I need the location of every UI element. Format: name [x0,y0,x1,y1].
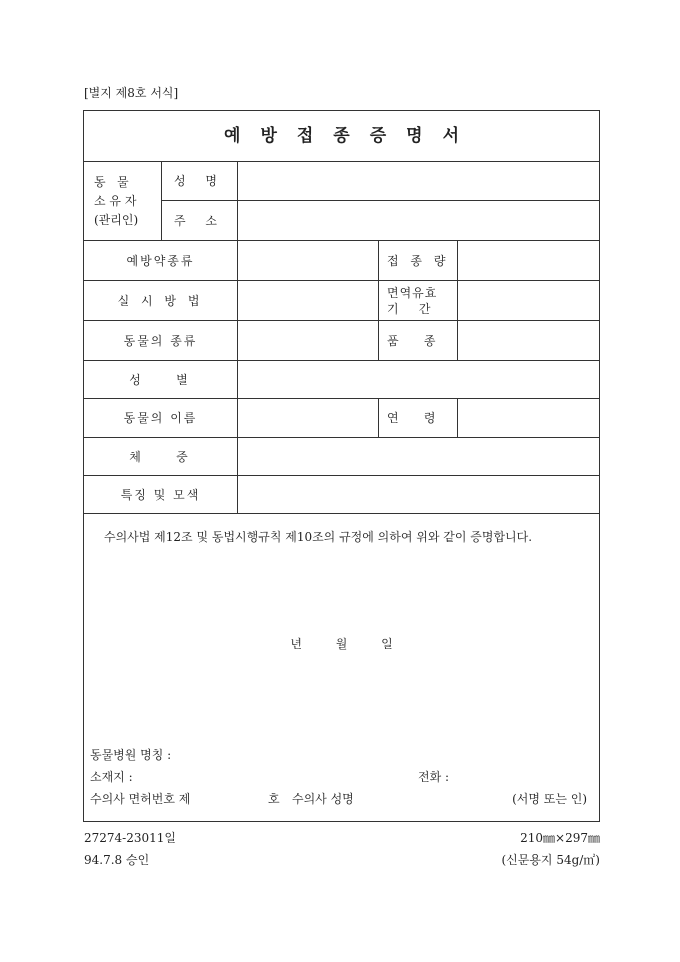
signature-label: (서명 또는 인) [512,792,588,806]
form-label: [별지 제8호 서식] [84,86,179,100]
method-label: 실 시 방 법 [84,281,238,321]
approval-date: 94.7.8 승인 [84,853,150,867]
certification-section [84,514,600,822]
weight-label: 체 중 [84,438,238,476]
age-field[interactable] [458,399,600,438]
sex-label: 성 별 [84,361,238,399]
immunity-period-label [379,281,458,321]
owner-name-field[interactable] [238,162,600,201]
form-code: 27274-23011일 [84,831,176,845]
dose-field[interactable] [458,241,600,281]
owner-heading-line3: (관리인) [94,212,139,227]
sex-field[interactable] [238,361,600,399]
animal-name-field[interactable] [238,399,379,438]
breed-field[interactable] [458,321,600,361]
immunity-label-line2: 기 간 [387,301,432,316]
breed-label: 품 종 [379,321,458,361]
phone-label: 전화 : [418,770,450,784]
date-line: 년 월 일 [290,637,393,651]
owner-name-label: 성 명 [162,162,238,201]
vaccine-type-field[interactable] [238,241,379,281]
owner-address-label: 주 소 [162,201,238,241]
features-label: 특징 및 모색 [84,476,238,514]
paper-size: 210㎜×297㎜ [520,831,600,845]
features-field[interactable] [238,476,600,514]
owner-heading [84,162,162,241]
title-cell [84,111,600,162]
certification-text: 수의사법 제12조 및 동법시행규칙 제10조의 규정에 의하여 위와 같이 증명합니다. [104,530,533,544]
vaccine-type-label: 예방약종류 [84,241,238,281]
license-number-suffix: 호 [268,792,280,806]
weight-field[interactable] [238,438,600,476]
animal-name-label: 동물의 이름 [84,399,238,438]
paper-type: (신문용지 54g/㎡) [501,853,600,867]
vet-name-label: 수의사 성명 [292,792,354,806]
certificate-form [83,110,600,822]
signature-block [90,744,587,810]
location-label: 소재지 : [90,770,133,784]
owner-heading-line2: 소 유 자 [94,193,137,208]
hospital-name-label: 동물병원 명칭 : [90,748,172,762]
dose-label: 접 종 량 [379,241,458,281]
age-label: 연 령 [379,399,458,438]
immunity-period-field[interactable] [458,281,600,321]
immunity-label-line1: 면역유효 [387,285,438,300]
method-field[interactable] [238,281,379,321]
animal-type-field[interactable] [238,321,379,361]
page-title: 예방접종증명서 [224,125,479,146]
license-number-label: 수의사 면허번호 제 [90,792,191,806]
owner-heading-line1: 동 물 [94,174,129,189]
animal-type-label: 동물의 종류 [84,321,238,361]
owner-address-field[interactable] [238,201,600,241]
